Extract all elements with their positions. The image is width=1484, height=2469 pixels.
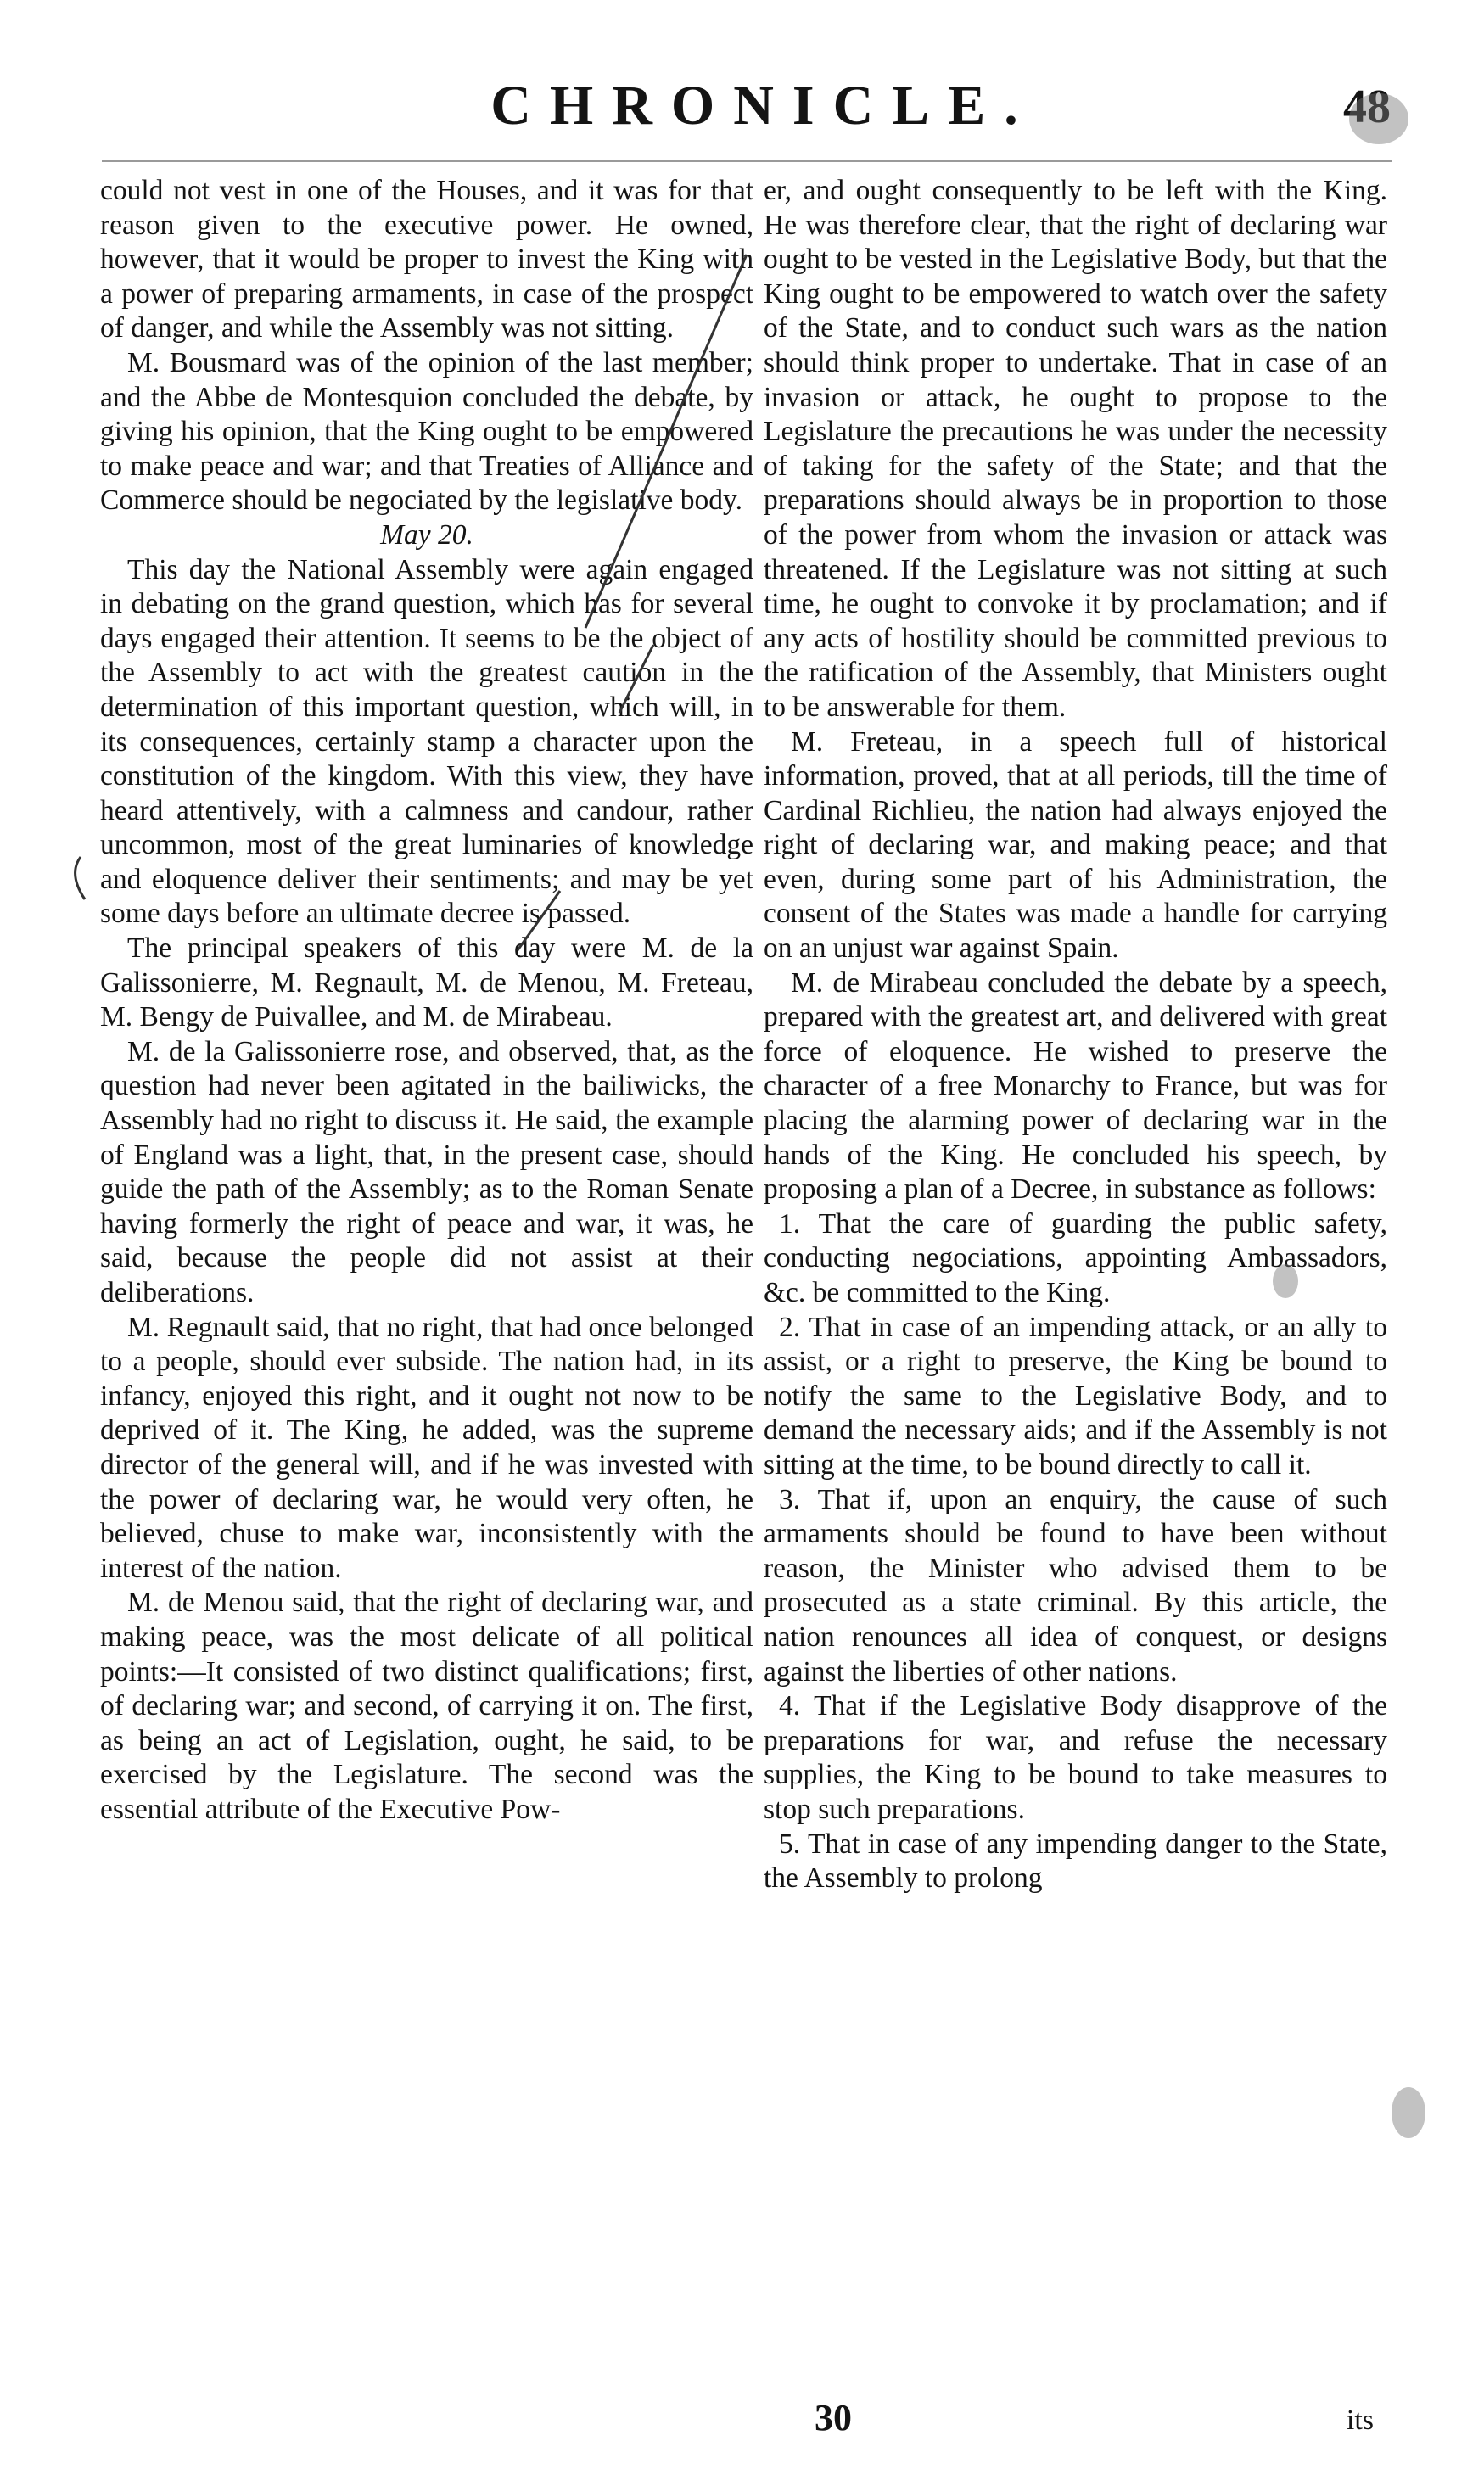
paragraph: M. de Menou said, that the right of declaring war, and making peace, was the most delicate of all political points:—It consisted of two distinct qualifications; first, of declaring war; and second, of carrying it on. The first, as being an act of Legislation, ought, he said, to be exercised by the Legislature. The second was the essential attribute of the Executive Pow- [100, 1587, 753, 1825]
paragraph: er, and ought consequently to be left with the King. He was therefore clear, that the right of declaring war ought to be vested in the Legislative Body, but that the King ought to be empowered to watch over the safety of the State, and to conduct such wars as the nation should think proper to undertake. That in case of an invasion or attack, he ought to propose to the Legislature the precautions he was under the necessity of taking for the safety of the State; and that the preparations should always be in proportion to those of the power from whom the invasion or attack was threatened. If the Legislature was not sitting at such time, he ought to convoke it by proclamation; and if any acts of hostility should be committed previous to the ratification of the Assembly, that Ministers ought to be answerable for them. [764, 175, 1387, 723]
paragraph: M. Bousmard was of the opinion of the last member; and the Abbe de Montesquion concluded the debate, by giving his opinion, that the King ought to be empowered to make peace and war; and that Treaties of Alliance and Commerce should be negociated by the legislative body. [100, 346, 753, 517]
date-heading: May 20. [380, 518, 473, 551]
decree-article: 1. That the care of guarding the public safety, conducting negociations, appointing Ambassadors, &c. be committed to the King. [764, 1207, 1387, 1308]
left-column [100, 174, 753, 1828]
page-number: 48 [1343, 81, 1391, 133]
decree-article: 5. That in case of any impending danger to the State, the Assembly to prolong [764, 1828, 1387, 1895]
decree-article: 4. That if the Legislative Body disapprove of the preparations for war, and refuse the necessary supplies, the King to be bound to take measures to stop such preparations. [764, 1690, 1387, 1825]
running-title: CHRONICLE. [490, 75, 1037, 137]
paragraph: M. Freteau, in a speech full of historical information, proved, that at all periods, till the time of Cardinal Richlieu, the nation had always enjoyed the right of declaring war, and making peace; and that even, during some part of his Administration, the consent of the States was made a handle for carrying on an unjust war against Spain. [764, 725, 1387, 965]
signature-mark: 30 [815, 2397, 852, 2438]
right-column [764, 174, 1387, 1896]
paragraph: could not vest in one of the Houses, and it was for that reason given to the executive power. He owned, however, that it would be proper to invest the King with a power of preparing armaments, in case of the prospect of danger, and while the Assembly was not sitting. [100, 175, 753, 344]
catchword: its [1346, 2405, 1374, 2436]
paragraph: M. de Mirabeau concluded the debate by a speech, prepared with the greatest art, and delivered with great force of eloquence. He wished to preserve the character of a free Monarchy to France, but was for placing the alarming power of declaring war in the hands of the King. He concluded his speech, by proposing a plan of a Decree, in substance as follows: [764, 966, 1387, 1206]
decree-article: 3. That if, upon an enquiry, the cause of such armaments should be found to have been without reason, the Minister who advised them to be prosecuted as a state criminal. By this article, the nation renounces all idea of conquest, or designs against the liberties of other nations. [764, 1483, 1387, 1688]
header-rule [102, 160, 1392, 162]
print-speck [1349, 93, 1408, 144]
page-header [0, 59, 1484, 153]
paragraph: The principal speakers of this day were M. de la Galissonierre, M. Regnault, M. de Menou, M. Freteau, M. Bengy de Puivallee, and M. de Mirabeau. [100, 932, 753, 1033]
print-speck [1392, 2087, 1425, 2138]
paragraph: This day the National Assembly were again engaged in debating on the grand question, which has for several days engaged their attention. It seems to be the object of the Assembly to act with the greatest caution in the determination of this important question, which will, in its consequences, certainly stamp a character upon the constitution of the kingdom. With this view, they have heard attentively, with a calmness and candour, rather uncommon, most of the great luminaries of knowledge and eloquence deliver their sentiments; and may be yet some days before an ultimate decree is passed. [100, 553, 753, 930]
paragraph: M. Regnault said, that no right, that had once belonged to a people, should ever subside. The nation had, in its infancy, enjoyed this right, and it ought not now to be deprived of it. The King, he added, was the supreme director of the general will, and if he was invested with the power of declaring war, he would very often, he believed, chuse to make war, inconsistently with the interest of the nation. [100, 1311, 753, 1584]
print-speck [1273, 1264, 1298, 1298]
paragraph: M. de la Galissonierre rose, and observed, that, as the question had never been agitated in the bailiwicks, the Assembly had no right to discuss it. He said, the example of England was a light, that, in the present case, should guide the path of the Assembly; as to the Roman Senate having formerly the right of peace and war, it was, he said, because the people did not assist at their deliberations. [100, 1035, 753, 1308]
decree-article: 2. That in case of an impending attack, or an ally to assist, or a right to preserve, the King be bound to notify the same to the Legislative Body, and to demand the necessary aids; and if the Assembly is not sitting at the time, to be bound directly to call it. [764, 1311, 1387, 1481]
